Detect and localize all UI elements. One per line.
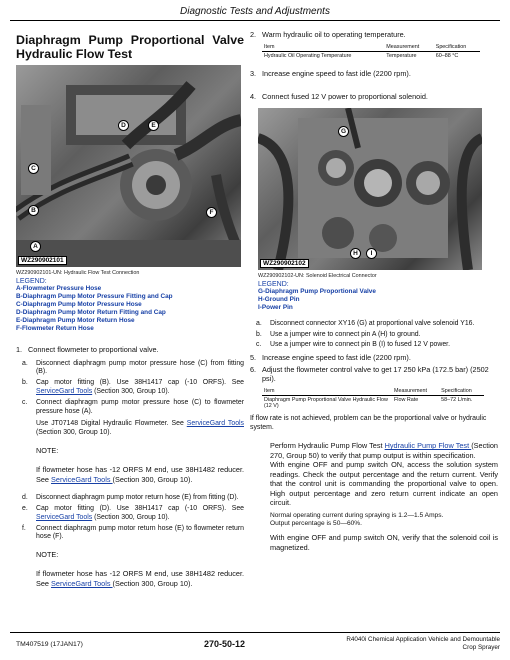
- spec-table-flow: [262, 387, 484, 410]
- footer-doc-id: TM407519 (17JAN17): [16, 641, 83, 648]
- table-cell: 58–72 L/min.: [441, 396, 473, 403]
- figure-hydraulic-flow-connection: [16, 65, 241, 267]
- table-header: Measurement: [384, 43, 433, 52]
- footer-product-title: R4040i Chemical Application Vehicle and Demountable Crop Sprayer: [346, 636, 500, 651]
- table-header: Specification: [434, 43, 480, 52]
- spec-table-temperature: [262, 43, 480, 60]
- servicegard-tools-link[interactable]: ServiceGard Tools: [36, 387, 93, 395]
- right-column: [250, 30, 498, 552]
- step-5: 5. Increase engine speed to fast idle (2200 rpm).: [250, 353, 411, 363]
- legend-item: G-Diaphragm Pump Proportional Valve: [258, 287, 376, 295]
- callout-f: F: [206, 207, 217, 218]
- flow-rate-note: If flow rate is not achieved, problem can be the proportional valve or hydraulic system.: [250, 414, 487, 431]
- legend-title: LEGEND:: [16, 278, 47, 285]
- substep-a: a. Disconnect connector XY16 (G) at proportional valve solenoid Y16.: [256, 319, 475, 327]
- output-percentage-note: Output percentage is 50—60%.: [270, 520, 363, 528]
- legend-item: F-Flowmeter Return Hose: [16, 325, 94, 332]
- normal-current-note: Normal operating current during spraying is 1.2—1.5 Amps.: [270, 511, 444, 519]
- page-header: Diagnostic Tests and Adjustments: [180, 6, 330, 17]
- substep-d: d. Disconnect diaphragm pump motor return hose (E) from fitting (D).: [22, 494, 239, 502]
- substep-c-use: Use JT07148 Digital Hydraulic Flowmeter. See ServiceGard Tools (Section 300, Group 10).: [36, 420, 244, 437]
- hydraulic-pump-flow-test-link[interactable]: Hydraulic Pump Flow Test: [384, 441, 472, 451]
- substep-b: b. Cap motor fitting (B). Use 38H1417 cap (-10 ORFS). See ServiceGard Tools (Section 300, Group 10).: [22, 379, 244, 395]
- servicegard-tools-link[interactable]: ServiceGard Tools: [51, 578, 113, 588]
- callout-c: C: [28, 163, 39, 174]
- table-header: Specification: [439, 387, 484, 396]
- servicegard-tools-link[interactable]: ServiceGard Tools: [186, 420, 244, 428]
- table-header: Item: [262, 387, 392, 396]
- note-text: If flowmeter hose has -12 ORFS M end, use 38H1482 reducer. See ServiceGard Tools (Section 300, Group 10).: [36, 569, 244, 588]
- callout-d: D: [118, 120, 129, 131]
- substep-a: a. Disconnect diaphragm pump motor pressure hose (C) from fitting (B).: [22, 359, 244, 376]
- step-4: 4. Connect fused 12 V power to proportional solenoid.: [250, 92, 428, 102]
- note-label: NOTE:: [36, 445, 59, 455]
- table-header: Measurement: [392, 387, 439, 396]
- table-header: Item: [262, 43, 384, 52]
- table-cell: Temperature: [386, 52, 417, 59]
- section-title: Diaphragm Pump Proportional Valve Hydraulic Flow Test: [16, 33, 244, 61]
- substep-e: e. Cap motor fitting (D). Use 38H1417 cap (-10 ORFS). See ServiceGard Tools (Section 300, Group 10).: [22, 504, 244, 521]
- footer-divider: [10, 632, 500, 633]
- substep-b: b. Use a jumper wire to connect pin A (H) to ground.: [256, 330, 421, 338]
- servicegard-tools-link[interactable]: ServiceGard Tools: [51, 474, 113, 484]
- table-cell: Diaphragm Pump Proportional Valve Hydraulic Flow (12 V): [264, 396, 388, 409]
- engine-off-check: With engine OFF and pump switch ON, access the solution system readings. Check the output percentage and the return current. Verify that the control unit is commanding the proportional valve to open. High output percentage and zero return current indicate an open circuit.: [270, 460, 498, 508]
- left-column: [16, 30, 244, 588]
- figure-caption: WZ290902102-UN: Solenoid Electrical Connector: [258, 272, 377, 279]
- legend-title: LEGEND:: [258, 280, 289, 288]
- table-cell: Hydraulic Oil Operating Temperature: [264, 52, 352, 59]
- table-cell: 60–88 °C: [435, 52, 459, 59]
- step-1: 1. Connect flowmeter to proportional valve.: [16, 345, 159, 354]
- step-2: 2. Warm hydraulic oil to operating temperature.: [250, 30, 406, 39]
- header-divider: [10, 20, 500, 21]
- callout-a: A: [30, 241, 41, 252]
- footer-page-number: 270-50-12: [204, 639, 246, 649]
- legend-item: B-Diaphragm Pump Motor Pressure Fitting and Cap: [16, 293, 173, 300]
- perform-pump-flow-test: Perform Hydraulic Pump Flow Test Hydraulic Pump Flow Test (Section 270, Group 50) to verify that pump output is within specification.: [270, 441, 498, 460]
- step-6: 6. Adjust the flowmeter control valve to get 17 250 kPa (172.5 bar) (2502 psi).: [250, 364, 489, 384]
- photo-illustration: [258, 108, 482, 270]
- callout-e: E: [148, 120, 159, 131]
- figure-caption: WZ290902101-UN: Hydraulic Flow Test Connection: [16, 270, 140, 276]
- photo-illustration: [16, 65, 241, 267]
- callout-b: B: [28, 205, 39, 216]
- servicegard-tools-link[interactable]: ServiceGard Tools: [36, 513, 93, 521]
- legend-item: D-Diaphragm Pump Motor Return Fitting and Cap: [16, 309, 166, 316]
- legend-item: A-Flowmeter Pressure Hose: [16, 285, 102, 292]
- callout-i: I: [366, 248, 377, 259]
- legend-item: H-Ground Pin: [258, 295, 300, 303]
- callout-g: G: [338, 126, 349, 137]
- substep-c: c. Use a jumper wire to connect pin B (I) to fused 12 V power.: [256, 341, 451, 349]
- legend-item: E-Diaphragm Pump Motor Return Hose: [16, 317, 135, 324]
- substep-f: f. Connect diaphragm pump motor return hose (E) to flowmeter return hose (F).: [22, 524, 244, 541]
- legend-item: C-Diaphragm Pump Motor Pressure Hose: [16, 301, 142, 308]
- photo-id: WZ290902102: [260, 259, 309, 268]
- photo-id: WZ290902101: [18, 256, 67, 265]
- solenoid-magnetized-check: With engine OFF and pump switch ON, verify that the solenoid coil is magnetized.: [270, 533, 498, 552]
- figure-solenoid-connector: [258, 108, 482, 270]
- step-3: 3. Increase engine speed to fast idle (2200 rpm).: [250, 68, 411, 78]
- callout-h: H: [350, 248, 361, 259]
- substep-c: c. Connect diaphragm pump motor pressure hose (C) to flowmeter pressure hose (A).: [22, 398, 244, 415]
- note-label: NOTE:: [36, 550, 59, 560]
- table-cell: Flow Rate: [394, 396, 419, 403]
- legend-item: I-Power Pin: [258, 303, 293, 311]
- note-text: If flowmeter hose has -12 ORFS M end, use 38H1482 reducer. See ServiceGard Tools (Section 300, Group 10).: [36, 464, 244, 484]
